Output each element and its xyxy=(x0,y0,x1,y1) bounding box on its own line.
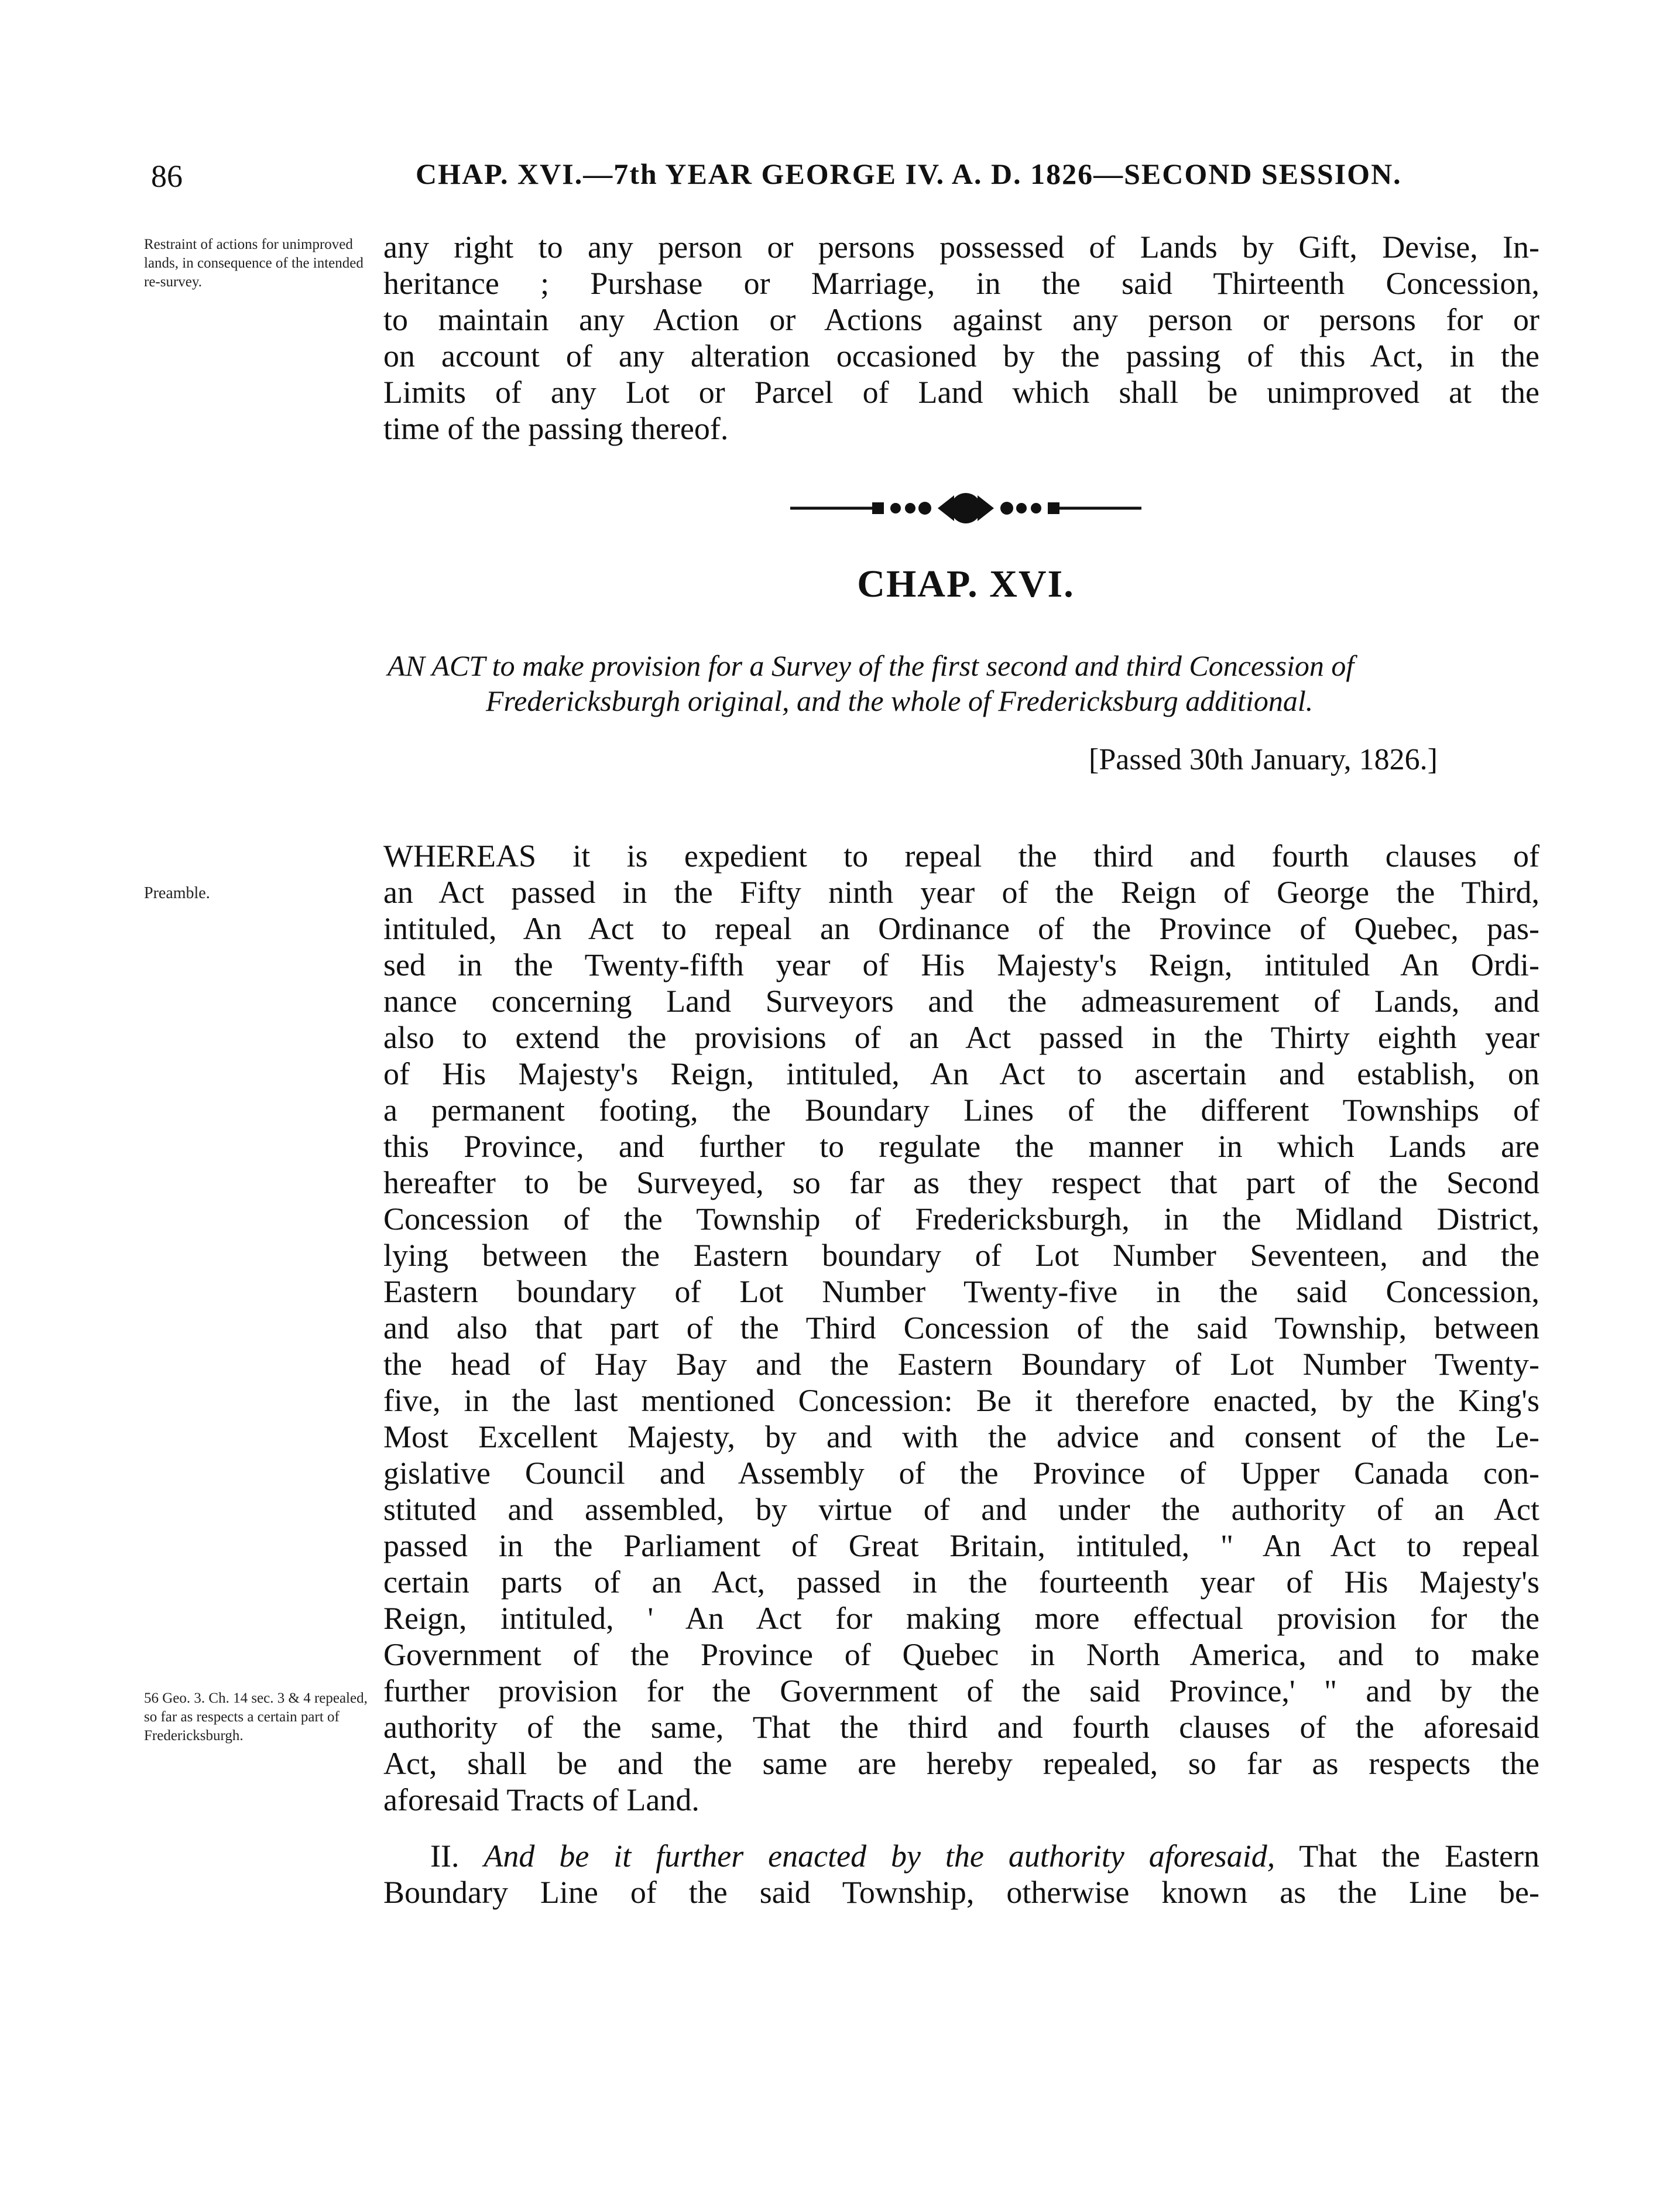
ornament-divider xyxy=(784,492,1147,525)
text-line: an Act passed in the Fifty ninth year of the Reign of George the Third, xyxy=(383,875,1539,910)
text-line: passed in the Parliament of Great Britain, intituled, " An Act to repeal xyxy=(383,1528,1539,1563)
text-line: aforesaid Tracts of Land. xyxy=(383,1782,699,1817)
text-line: Reign, intituled, ' An Act for making more effectual provision for the xyxy=(383,1601,1539,1636)
text-line: certain parts of an Act, passed in the fourteenth year of His Majesty's xyxy=(383,1564,1539,1600)
section-number: II. xyxy=(430,1838,459,1874)
text-line: authority of the same, That the third and fourth clauses of the aforesaid xyxy=(383,1710,1539,1745)
text-line: on account of any alteration occasioned by the passing of this Act, in the xyxy=(383,338,1539,374)
text-line: Act, shall be and the same are hereby repealed, so far as respects the xyxy=(383,1746,1539,1781)
text-line: gislative Council and Assembly of the Province of Upper Canada con- xyxy=(383,1456,1539,1491)
text-line: nance concerning Land Surveyors and the admeasurement of Lands, and xyxy=(383,984,1539,1019)
text-line: WHEREAS it is expedient to repeal the third and fourth clauses of xyxy=(383,838,1539,874)
text-line: intituled, An Act to repeal an Ordinance of the Province of Quebec, pas- xyxy=(383,911,1539,946)
act-title-line-1: AN ACT to make provision for a Survey of the first second and third Concession of xyxy=(388,649,1354,682)
text-line: sed in the Twenty-fifth year of His Majesty's Reign, intituled An Ordi- xyxy=(383,947,1539,982)
section-enacting-clause: And be it further enacted by the authority aforesaid, xyxy=(483,1838,1275,1874)
section-text: That the Eastern xyxy=(1299,1838,1540,1874)
text-line: Most Excellent Majesty, by and with the advice and consent of the Le- xyxy=(383,1419,1539,1454)
text-line: further provision for the Government of the said Province,' " and by the xyxy=(383,1673,1539,1708)
text-line: five, in the last mentioned Concession: Be it therefore enacted, by the King's xyxy=(383,1383,1539,1418)
passed-date: [Passed 30th January, 1826.] xyxy=(1089,743,1438,776)
text-line: of His Majesty's Reign, intituled, An Act to ascertain and establish, on xyxy=(383,1056,1539,1091)
text-line: to maintain any Action or Actions against any person or persons for or xyxy=(383,302,1539,337)
text-line: the head of Hay Bay and the Eastern Boundary of Lot Number Twenty- xyxy=(383,1347,1539,1382)
text-line: lying between the Eastern boundary of Lot Number Seventeen, and the xyxy=(383,1238,1539,1273)
act-title-line-2: Fredericksburgh original, and the whole of Fredericksburg additional. xyxy=(486,684,1314,717)
margin-note-restraint: Restraint of actions for unimproved lands, in consequence of the intended re-survey. xyxy=(144,237,364,290)
text-line: Government of the Province of Quebec in North America, and to make xyxy=(383,1637,1539,1672)
text-line: Eastern boundary of Lot Number Twenty-five in the said Concession, xyxy=(383,1274,1539,1309)
text-line: any right to any person or persons possessed of Lands by Gift, Devise, In- xyxy=(383,230,1539,265)
text-line: time of the passing thereof. xyxy=(383,411,729,446)
page-number: 86 xyxy=(151,159,183,194)
section-two-line-1 xyxy=(430,1838,1539,1874)
text-line: Concession of the Township of Fredericksburgh, in the Midland District, xyxy=(383,1201,1539,1237)
margin-note-preamble: Preamble. xyxy=(144,884,210,902)
section-two-line-2: Boundary Line of the said Township, otherwise known as the Line be- xyxy=(383,1875,1539,1910)
text-line: also to extend the provisions of an Act passed in the Thirty eighth year xyxy=(383,1020,1539,1055)
margin-note-repeal: 56 Geo. 3. Ch. 14 sec. 3 & 4 repealed, so far as respects a certain part of Fredericksburgh. xyxy=(144,1690,368,1744)
text-line: a permanent footing, the Boundary Lines of the different Townships of xyxy=(383,1093,1539,1128)
text-line: this Province, and further to regulate the manner in which Lands are xyxy=(383,1129,1539,1164)
text-line: Limits of any Lot or Parcel of Land which shall be unimproved at the xyxy=(383,375,1539,410)
text-line: heritance ; Purshase or Marriage, in the said Thirteenth Concession, xyxy=(383,266,1539,301)
text-line: and also that part of the Third Concession of the said Township, between xyxy=(383,1310,1539,1345)
running-title: CHAP. XVI.—7th YEAR GEORGE IV. A. D. 1826—SECOND SESSION. xyxy=(416,157,1402,190)
chapter-heading: CHAP. XVI. xyxy=(857,563,1075,605)
text-line: hereafter to be Surveyed, so far as they respect that part of the Second xyxy=(383,1165,1539,1200)
text-line: stituted and assembled, by virtue of and under the authority of an Act xyxy=(383,1492,1539,1527)
